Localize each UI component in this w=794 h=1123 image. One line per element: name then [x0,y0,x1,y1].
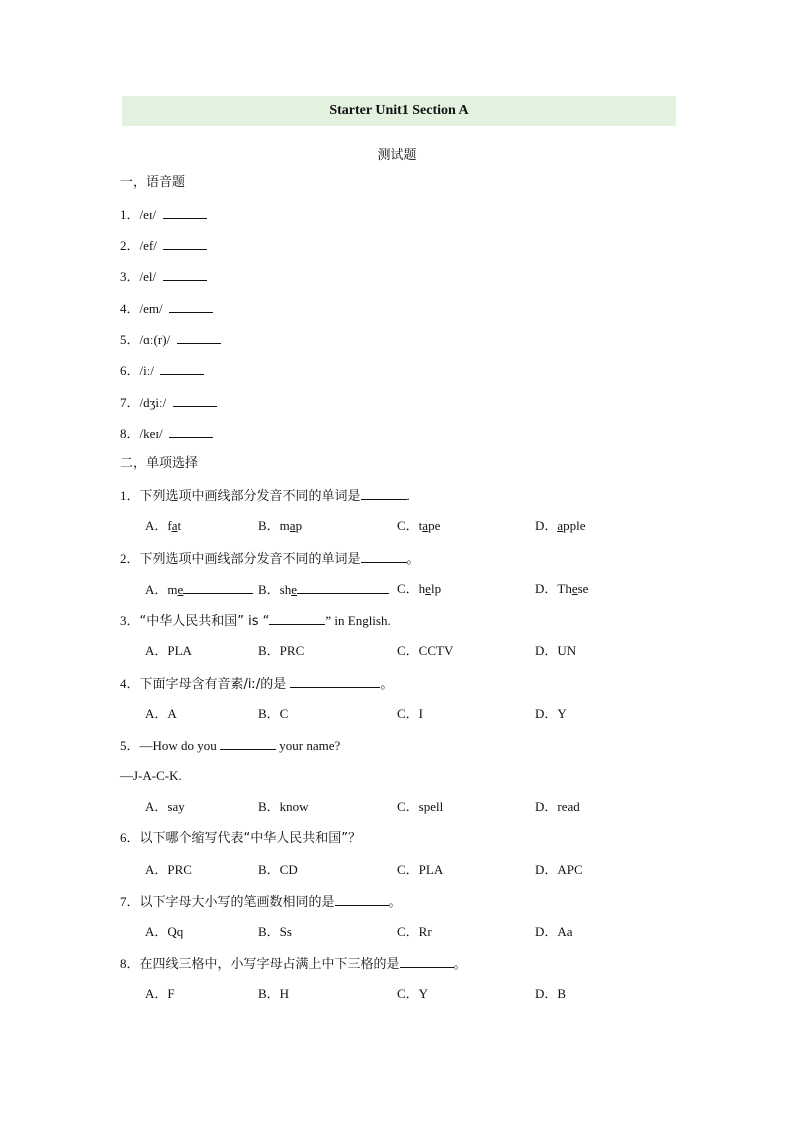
option-d[interactable]: D．UN [535,643,577,658]
question-text-pre: —How do you [139,738,221,753]
answer-blank [163,237,207,250]
question-text: 下面字母含有音素/iː/的是 [139,677,291,692]
option-d[interactable]: D．APC [535,862,583,877]
answer-blank [163,206,207,219]
question-number: 6． [120,830,140,845]
option-d[interactable]: D．apple [535,518,586,533]
option-a[interactable]: A．A [145,706,177,721]
option-a[interactable]: A．say [145,799,185,814]
answer-blank [169,425,213,438]
question-1 [120,487,410,505]
question-number: 4． [120,676,140,691]
answer-blank [169,300,213,313]
option-b[interactable]: B．CD [258,862,298,877]
question-number: 5． [120,738,140,753]
phonetic-symbol: /eɪ/ [139,207,157,222]
answer-blank [220,737,276,750]
phonetic-question [120,394,217,411]
option-c[interactable]: C．CCTV [397,643,454,658]
option-b[interactable]: B．Ss [258,924,292,939]
option-c[interactable]: C．help [397,581,442,596]
option-c[interactable]: C．Y [397,986,429,1001]
question-3 [120,612,391,630]
answer-blank [335,893,389,906]
question-number: 6． [120,363,140,378]
option-b[interactable]: B．map [258,518,303,533]
question-tail: . [406,488,410,503]
question-8 [120,955,467,973]
phonetic-question [120,237,207,254]
question-4 [120,675,393,693]
question-7 [120,893,402,911]
question-number: 1． [120,207,140,222]
question-number: 8． [120,426,140,441]
option-a[interactable]: A．PLA [145,643,192,658]
phonetic-question [120,268,207,285]
answer-blank [361,487,407,500]
options-row [0,581,794,597]
options-row [0,518,794,534]
document-subtitle: 测试题 [377,148,417,163]
answer-blank [361,550,407,563]
option-d[interactable]: D．read [535,799,580,814]
question-number: 2． [120,238,140,253]
question-number: 3． [120,269,140,284]
options-row [0,924,794,940]
document-title: Starter Unit1 Section A [122,96,676,126]
option-d[interactable]: D．Aa [535,924,573,939]
option-a[interactable]: A．Qq [145,924,184,939]
question-2 [120,550,420,568]
phonetic-question [120,206,207,223]
question-number: 5． [120,332,140,347]
options-row [0,799,794,815]
option-d[interactable]: D．B [535,986,567,1001]
option-d[interactable]: D．Y [535,706,567,721]
question-number: 2． [120,551,140,566]
option-b[interactable]: B．know [258,799,309,814]
question-text: 下列选项中画线部分发音不同的单词是 [139,552,361,567]
option-d[interactable]: D．These [535,581,589,596]
option-c[interactable]: C．PLA [397,862,444,877]
phonetic-symbol: /ɑː(r)/ [139,332,171,347]
question-text-post: ” in English. [325,613,391,628]
question-number: 8． [120,956,140,971]
question-number: 4． [120,301,140,316]
question-tail: 。 [388,895,402,910]
option-b[interactable]: B．H [258,986,290,1001]
option-c[interactable]: C．I [397,706,424,721]
phonetic-symbol: /iː/ [139,363,154,378]
options-row [0,862,794,878]
phonetic-question [120,362,204,379]
question-6 [120,830,361,847]
question-text: 在四线三格中，小写字母占满上中下三格的是 [139,957,400,972]
question-number: 7． [120,894,140,909]
option-c[interactable]: C．tape [397,518,441,533]
question-text-pre: “中华人民共和国” is “ [139,614,270,629]
options-row [0,643,794,659]
question-number: 7． [120,395,140,410]
phonetic-symbol: /keɪ/ [139,426,163,441]
option-c[interactable]: C．spell [397,799,444,814]
question-number: 1． [120,488,140,503]
option-b[interactable]: B．she [258,581,389,598]
section-heading-phonetics: 一，语音题 [120,175,186,190]
phonetic-question [120,425,213,442]
question-tail: 。 [406,552,420,567]
phonetic-symbol: /dʒiː/ [139,395,167,410]
answer-blank [160,362,204,375]
answer-blank [400,955,454,968]
phonetic-symbol: /em/ [139,301,163,316]
answer-blank [290,675,380,688]
phonetic-question [120,300,213,317]
phonetic-symbol: /el/ [139,269,157,284]
options-row [0,706,794,722]
answer-blank [177,331,221,344]
answer-blank [173,394,217,407]
question-tail: 。 [453,957,467,972]
question-text: 以下哪个缩写代表“中华人民共和国”？ [139,831,361,846]
phonetic-question [120,331,221,348]
question-text: 下列选项中画线部分发音不同的单词是 [139,489,361,504]
option-a[interactable]: A．PRC [145,862,192,877]
question-text: 以下字母大小写的笔画数相同的是 [139,895,335,910]
answer-blank [269,612,325,625]
question-5 [120,737,340,754]
question-text-post: your name? [276,738,341,753]
question-number: 3． [120,613,140,628]
option-a[interactable]: A．fat [145,518,182,533]
phonetic-symbol: /ef/ [139,238,157,253]
options-row [0,986,794,1002]
option-b[interactable]: B．C [258,706,289,721]
option-a[interactable]: A．F [145,986,175,1001]
section-heading-multiple-choice: 二，单项选择 [120,456,199,471]
option-b[interactable]: B．PRC [258,643,305,658]
option-a[interactable]: A．me [145,581,253,598]
dialogue-answer: —J-A-C-K. [120,768,182,783]
option-c[interactable]: C．Rr [397,924,432,939]
answer-blank [163,268,207,281]
question-tail: 。 [380,677,394,692]
